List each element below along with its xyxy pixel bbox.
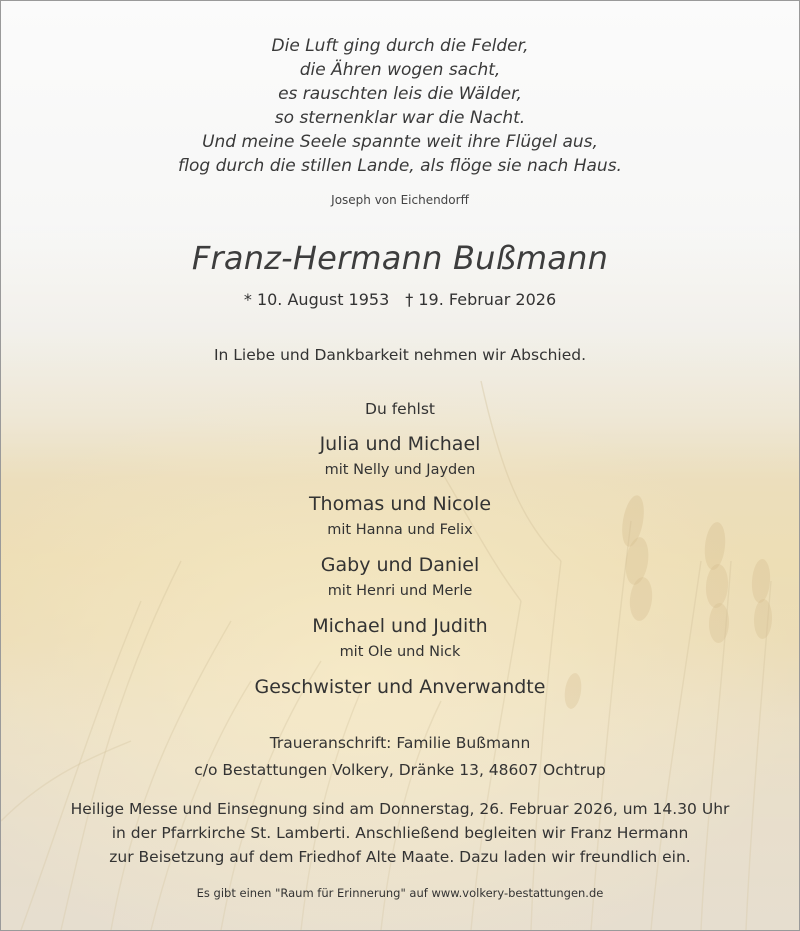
family-3-main: Gaby und Daniel <box>320 554 480 576</box>
mourners-intro: Du fehlst <box>365 400 435 418</box>
poem-author: Joseph von Eichendorff <box>331 193 469 207</box>
notice-content <box>1 1 799 930</box>
address-line-2: c/o Bestattungen Volkery, Dränke 13, 48607 Ochtrup <box>194 761 606 779</box>
family-2-main: Thomas und Nicole <box>308 493 492 515</box>
poem-line-3: es rauschten leis die Wälder, <box>278 84 522 104</box>
family-2-sub: mit Hanna und Felix <box>327 522 473 538</box>
poem-line-6: flog durch die stillen Lande, als flöge sie nach Haus. <box>178 156 622 176</box>
poem-line-1: Die Luft ging durch die Felder, <box>271 36 529 56</box>
family-3-sub: mit Henri und Merle <box>327 583 473 599</box>
farewell-text: In Liebe und Dankbarkeit nehmen wir Abschied. <box>213 346 587 364</box>
service-line-3: zur Beisetzung auf dem Friedhof Alte Maate. Dazu laden wir freundlich ein. <box>109 848 691 866</box>
death-date: † 19. Februar 2026 <box>405 290 557 309</box>
memorial-website-note: Es gibt einen "Raum für Erinnerung" auf www.volkery-bestattungen.de <box>196 886 604 900</box>
service-line-2: in der Pfarrkirche St. Lamberti. Anschließend begleiten wir Franz Hermann <box>111 824 689 842</box>
poem-line-4: so sternenklar war die Nacht. <box>274 108 526 128</box>
life-dates <box>1 290 799 309</box>
family-4-main: Michael und Judith <box>312 615 488 637</box>
address-line-1: Traueranschrift: Familie Bußmann <box>269 734 531 752</box>
service-line-1: Heilige Messe und Einsegnung sind am Donnerstag, 26. Februar 2026, um 14.30 Uhr <box>70 800 730 818</box>
poem-line-5: Und meine Seele spannte weit ihre Flügel aus, <box>202 132 598 152</box>
deceased-name: Franz-Hermann Bußmann <box>191 239 609 277</box>
family-1-main: Julia und Michael <box>319 433 481 455</box>
family-1-sub: mit Nelly und Jayden <box>324 462 476 478</box>
relatives-line: Geschwister und Anverwandte <box>254 676 546 698</box>
birth-date: * 10. August 1953 <box>243 290 390 309</box>
poem-line-2: die Ähren wogen sacht, <box>299 60 501 80</box>
family-4-sub: mit Ole und Nick <box>339 644 461 660</box>
